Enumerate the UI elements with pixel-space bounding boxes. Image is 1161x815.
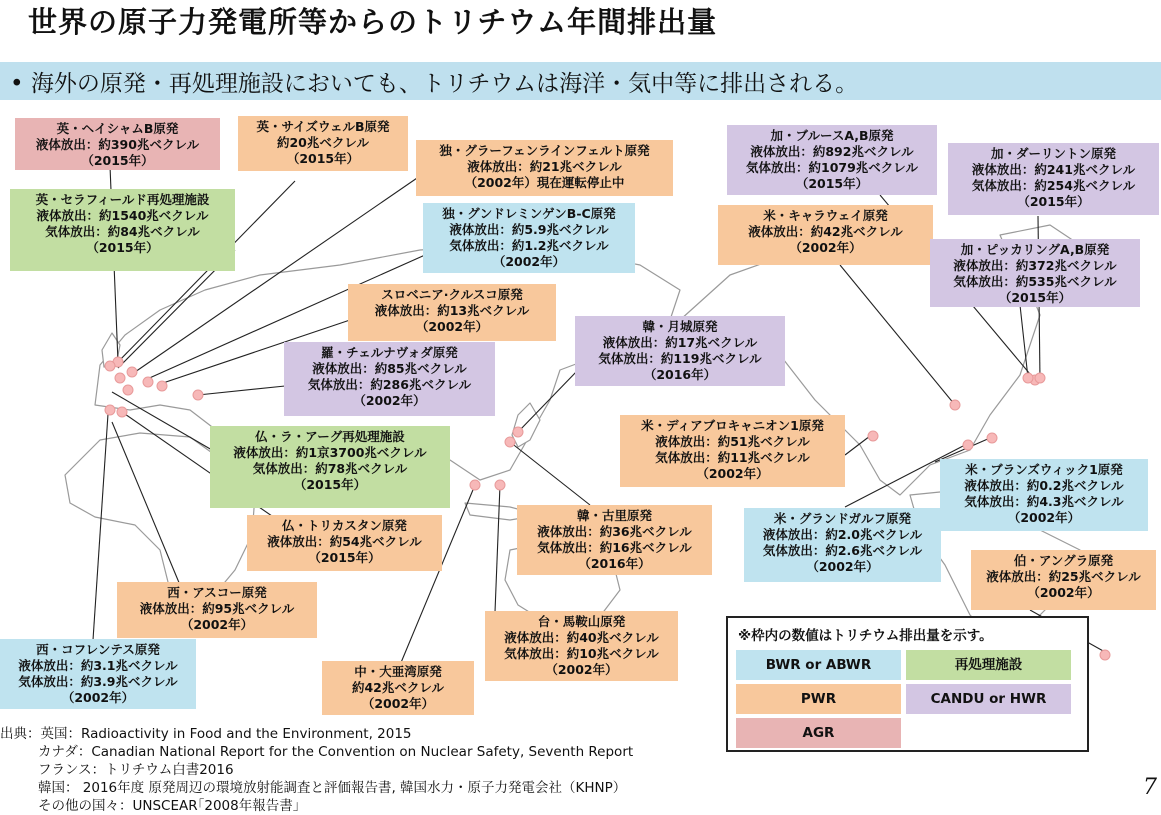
plant-detail: 気体放出：約4.3兆ベクレル (964, 494, 1124, 509)
plant-detail: （2015年） (81, 153, 154, 168)
plant-detail: （2002年） (1027, 585, 1100, 600)
plant-detail: （2015年） (795, 176, 869, 191)
plant-detail: 気体放出：約535兆ベクレル (953, 274, 1117, 289)
plant-detail: （2016年） (578, 556, 651, 571)
plant-name: 韓・月城原発 (642, 319, 718, 334)
plant-detail: （2002年） (492, 254, 566, 269)
plant-detail: 液体放出：約54兆ベクレル (267, 534, 422, 549)
plant-name: 伯・アングラ原発 (1013, 553, 1114, 568)
plant-box (948, 143, 1159, 215)
plant-name: 米・キャラウェイ原発 (763, 208, 888, 223)
plant-detail: 液体放出：約85兆ベクレル (312, 361, 467, 376)
subtitle-text: • 海外の原発・再処理施設においても、トリチウムは海洋・気中等に排出される。 (10, 71, 859, 97)
plant-box (575, 316, 785, 386)
plant-detail: 液体放出：約21兆ベクレル (467, 159, 622, 174)
plant-box (210, 426, 450, 508)
plant-box (940, 459, 1148, 531)
plant-detail: （2002年） (696, 466, 769, 481)
plant-detail: 液体放出：約390兆ベクレル (35, 137, 200, 152)
plant-detail: （2015年） (293, 477, 367, 492)
plant-detail: （2002年） (806, 559, 879, 574)
plant-box (238, 116, 408, 171)
plant-detail: 気体放出：約286兆ベクレル (307, 377, 472, 392)
plant-detail: 気体放出：約84兆ベクレル (45, 224, 200, 239)
plant-name: 西・コフレンテス原発 (36, 642, 160, 657)
plant-box (348, 284, 556, 341)
plant-detail: 気体放出：約1.2兆ベクレル (449, 238, 609, 253)
sources (0, 725, 633, 815)
plant-detail: 気体放出：約2.6兆ベクレル (762, 543, 923, 558)
plant-name: 仏・ラ・アーグ再処理施設 (255, 429, 405, 444)
source-line: 出典：英国：Radioactivity in Food and the Environment, 2015 (0, 726, 412, 742)
plant-detail: 気体放出：約11兆ベクレル (655, 450, 810, 465)
plant-box (517, 505, 712, 575)
plant-detail: （2002年） (180, 617, 254, 632)
legend-candu: CANDU or HWR (906, 684, 1071, 714)
plant-detail: （2002年） (545, 662, 618, 677)
plant-box (971, 550, 1156, 610)
plant-name: 羅・チェルナヴォダ原発 (321, 345, 458, 360)
plant-name: 独・グンドレミンゲンB-C原発 (442, 206, 616, 221)
plant-detail: （2015年） (998, 290, 1072, 305)
plant-name: 加・ピッカリングA,B原発 (960, 242, 1110, 257)
plant-detail: 気体放出：約119兆ベクレル (598, 351, 762, 366)
plant-name: 米・グランドガルフ原発 (773, 511, 912, 526)
plant-name: 米・ブランズウィック1原発 (965, 462, 1123, 477)
plant-detail: （2002年） (789, 240, 862, 255)
plant-box (485, 611, 678, 681)
plant-name: 加・ブルースA,B原発 (770, 128, 894, 143)
plant-name: 加・ダーリントン原発 (990, 146, 1116, 161)
plant-detail: 気体放出：約78兆ベクレル (252, 461, 408, 476)
plant-detail: 液体放出：約1京3700兆ベクレル (233, 445, 427, 460)
plant-detail: 液体放出：約241兆ベクレル (971, 162, 1136, 177)
plant-detail: 液体放出：約40兆ベクレル (504, 630, 659, 645)
legend-note: ※枠内の数値はトリチウム排出量を示す。 (738, 628, 993, 644)
plant-name: 独・グラーフェンラインフェルト原発 (439, 143, 650, 158)
plant-detail: 気体放出：約10兆ベクレル (504, 646, 659, 661)
legend-reprocess: 再処理施設 (906, 650, 1071, 680)
plant-detail: 気体放出：約3.9兆ベクレル (18, 674, 178, 689)
plant-box (423, 203, 635, 273)
plant-detail: （2002年） (61, 690, 135, 705)
plant-name: 仏・トリカスタン原発 (282, 518, 407, 533)
plant-box (247, 515, 442, 571)
plant-detail: 気体放出：約254兆ベクレル (971, 178, 1136, 193)
legend-pwr: PWR (736, 684, 901, 714)
plant-detail: 液体放出：約2.0兆ベクレル (762, 527, 923, 542)
plant-detail: 約20兆ベクレル (276, 135, 370, 150)
plant-detail: 液体放出：約36兆ベクレル (537, 524, 692, 539)
legend (726, 616, 1089, 752)
legend-bwr: BWR or ABWR (736, 650, 901, 680)
plant-detail: 液体放出：約51兆ベクレル (655, 434, 810, 449)
plant-detail: （2015年） (286, 151, 360, 166)
plant-name: 韓・古里原発 (576, 508, 652, 523)
source-line: その他の国々：UNSCEAR｢2008年報告書｣ (38, 798, 300, 814)
plant-detail: 液体放出：約25兆ベクレル (986, 569, 1141, 584)
plant-name: 中・大亜湾原発 (354, 664, 442, 679)
page-number: 7 (1143, 775, 1157, 800)
plant-detail: （2015年） (308, 550, 381, 565)
plant-detail: 液体放出：約17兆ベクレル (602, 335, 758, 350)
plant-box (117, 582, 317, 638)
source-line: フランス：トリチウム白書2016 (38, 762, 234, 778)
plant-box (15, 118, 220, 170)
plant-detail: 液体放出：約5.9兆ベクレル (449, 222, 609, 237)
source-line: カナダ：Canadian National Report for the Convention on Nuclear Safety, Seventh Report (38, 744, 634, 760)
plant-name: 西・アスコー原発 (167, 585, 267, 600)
plant-detail: 液体放出：約95兆ベクレル (139, 601, 295, 616)
plant-detail: （2002年） (353, 393, 426, 408)
plant-box (284, 342, 495, 416)
plant-detail: （2015年） (86, 240, 159, 255)
plant-box (930, 239, 1140, 307)
plant-detail: 液体放出：約0.2兆ベクレル (964, 478, 1124, 493)
plant-detail: （2016年） (643, 367, 717, 382)
plant-detail: （2002年） (415, 319, 489, 334)
legend-agr: AGR (736, 718, 901, 748)
plant-name: 英・セラフィールド再処理施設 (35, 192, 210, 207)
plant-detail: 気体放出：約16兆ベクレル (537, 540, 692, 555)
plant-detail: （2002年）現在運転停止中 (464, 175, 625, 190)
plant-detail: 気体放出：約1079兆ベクレル (746, 160, 918, 175)
plant-name: 米・ディアブロキャニオン1原発 (641, 418, 824, 433)
page-title: 世界の原子力発電所等からのトリチウム年間排出量 (28, 5, 718, 39)
plant-box (620, 415, 845, 487)
plant-box (416, 140, 673, 196)
plant-box (322, 661, 474, 715)
plant-detail: （2002年） (1007, 510, 1081, 525)
source-line: 韓国： 2016年度 原発周辺の環境放射能調査と評価報告書, 韓国水力・原子力発電会社（KHNP） (38, 780, 627, 796)
plant-name: 英・サイズウェルB原発 (256, 119, 390, 134)
plant-box (727, 125, 937, 195)
plant-name: 台・馬鞍山原発 (537, 614, 626, 629)
plant-box (718, 205, 933, 265)
plant-detail: 液体放出：約13兆ベクレル (374, 303, 530, 318)
plant-detail: 液体放出：約892兆ベクレル (750, 144, 914, 159)
plant-detail: （2002年） (361, 696, 435, 711)
plant-detail: 液体放出：約372兆ベクレル (953, 258, 1117, 273)
plant-name: スロベニア·クルスコ原発 (381, 287, 523, 302)
plant-detail: 約42兆ベクレル (351, 680, 445, 695)
plant-name: 英・ヘイシャムB原発 (56, 121, 179, 136)
plant-detail: （2015年） (1017, 194, 1090, 209)
plant-detail: 液体放出：約1540兆ベクレル (36, 208, 209, 223)
plant-box (10, 189, 235, 271)
plant-box (744, 508, 941, 582)
plant-detail: 液体放出：約3.1兆ベクレル (18, 658, 178, 673)
plant-detail: 液体放出：約42兆ベクレル (748, 224, 903, 239)
plant-box (0, 639, 196, 709)
